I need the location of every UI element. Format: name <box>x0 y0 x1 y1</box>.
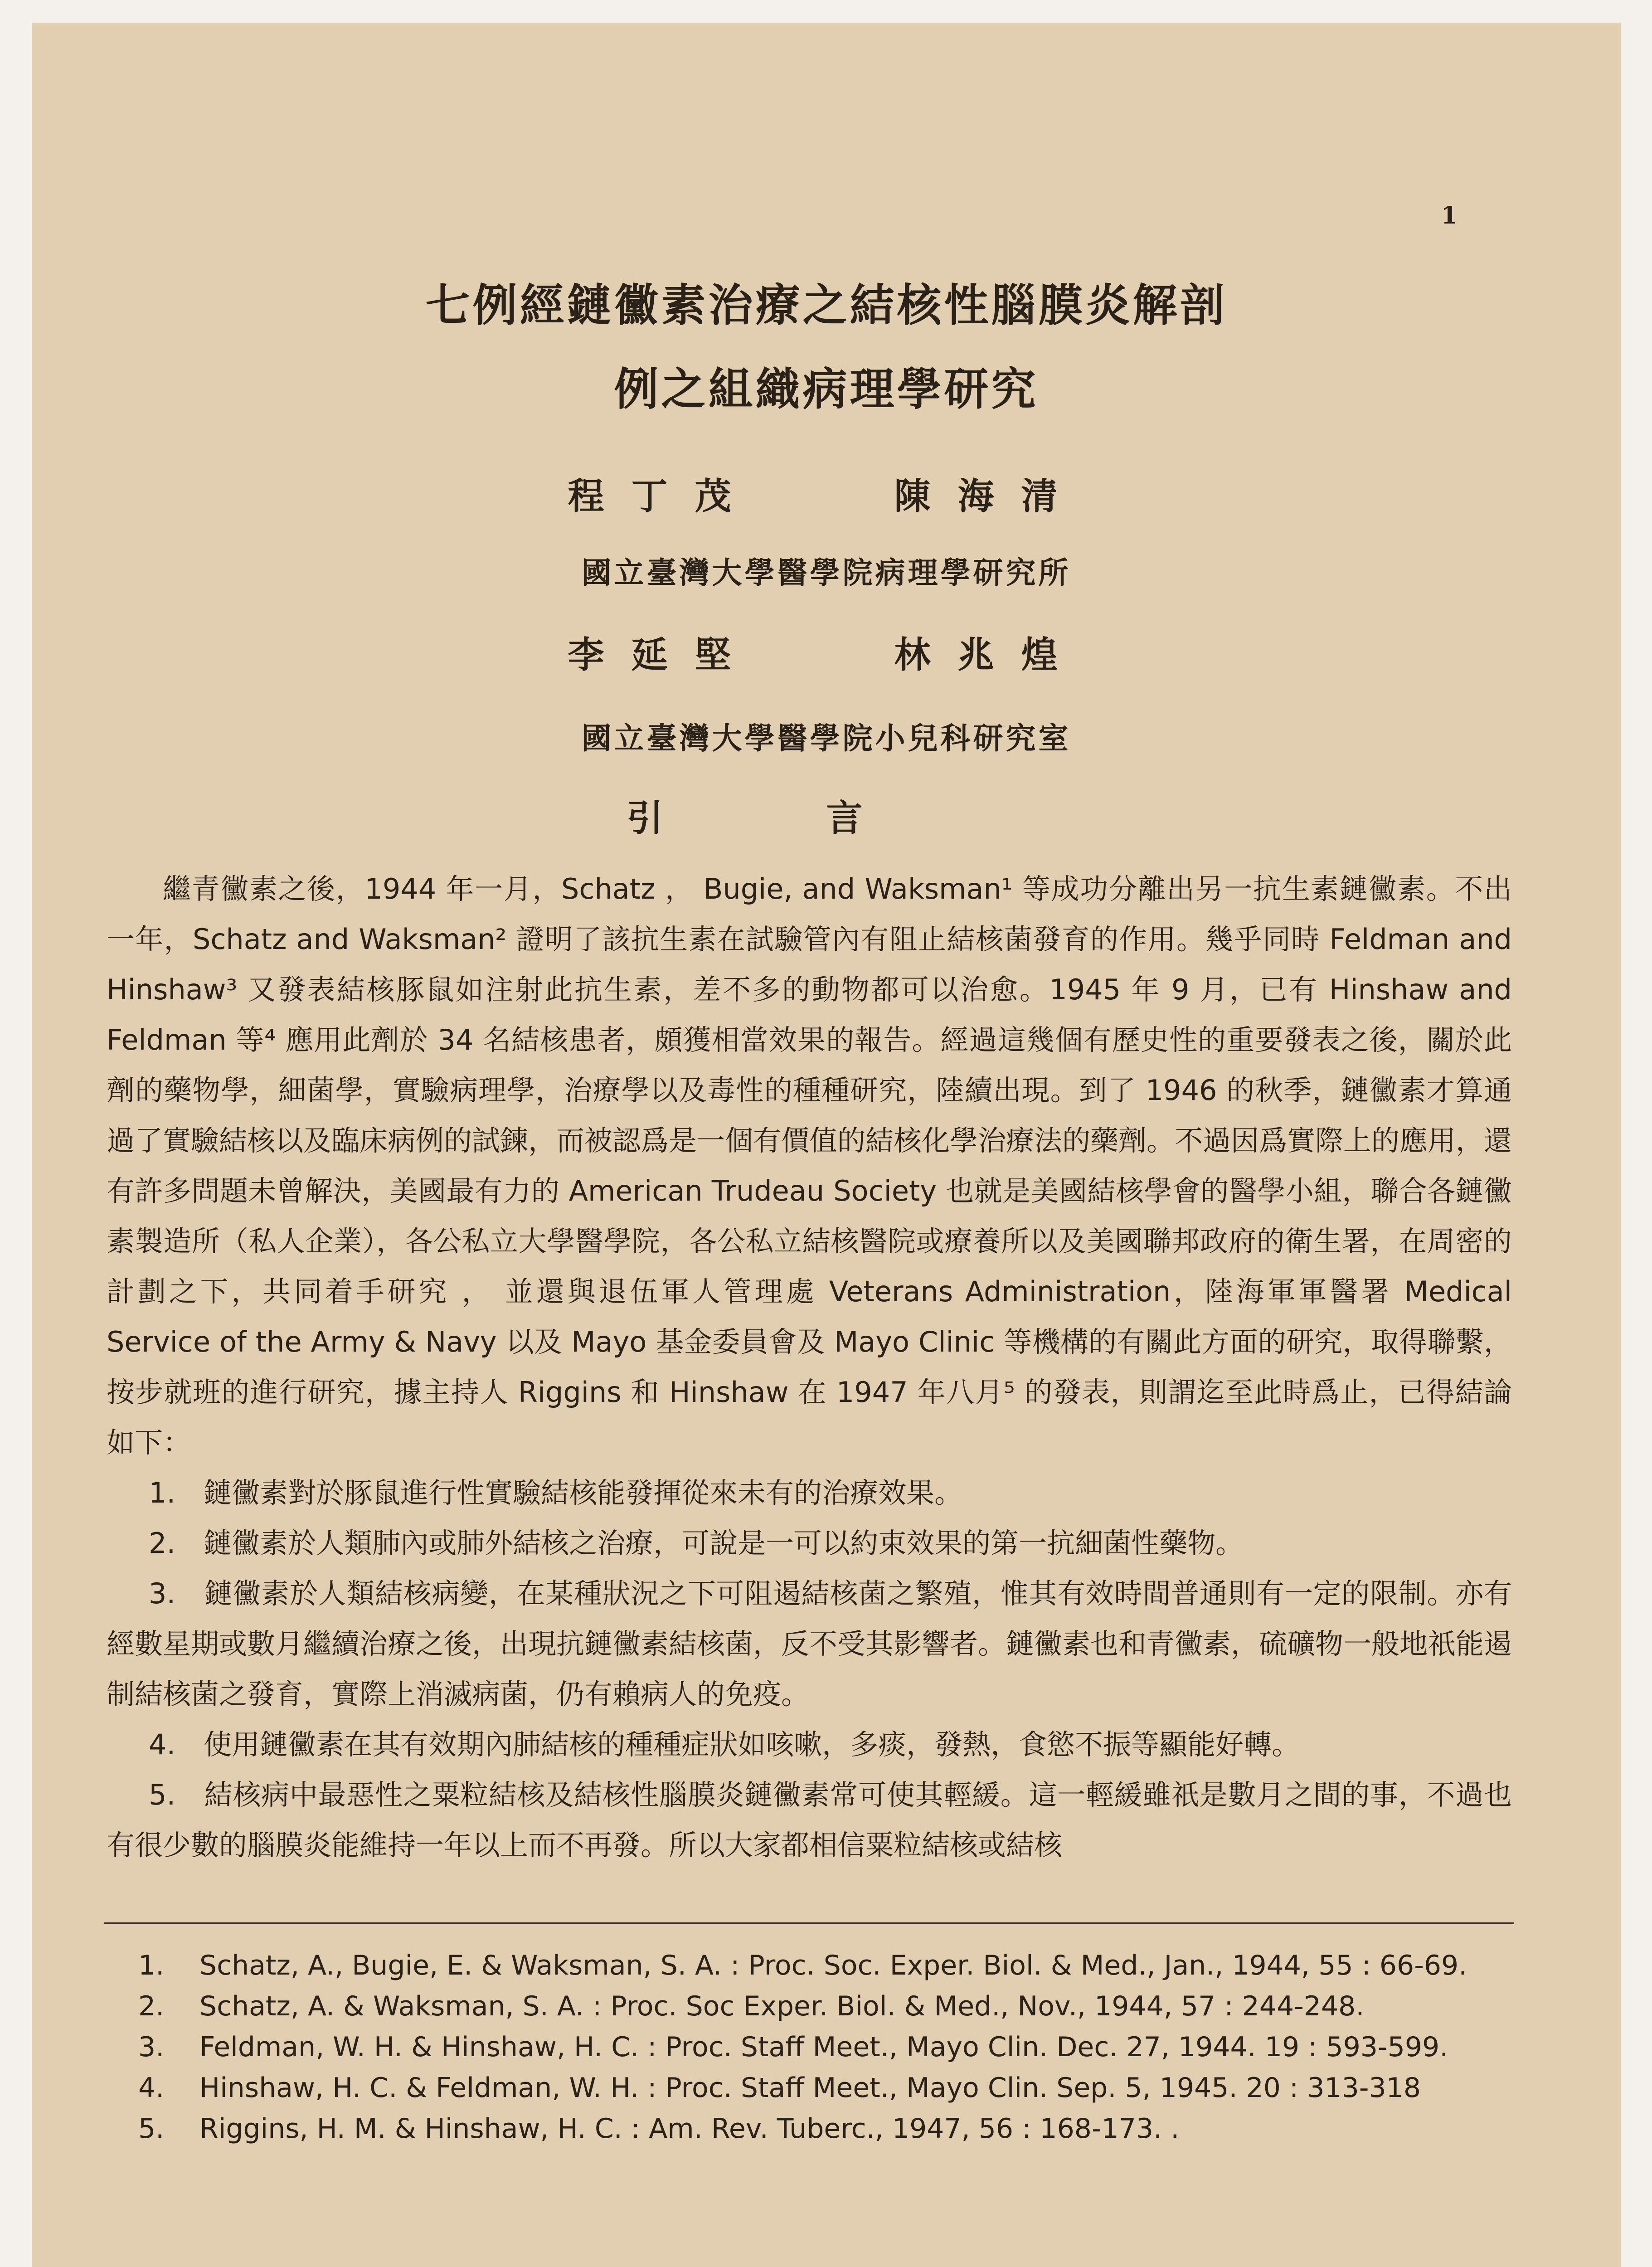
title-line-2: 例之組織病理學研究 <box>614 363 1039 415</box>
reference-number: 2. <box>138 1990 165 2022</box>
author-name: 李延堅 <box>568 633 758 676</box>
author-group-1 <box>32 467 1621 519</box>
reference-text: Feldman, W. H. & Hinshaw, H. C. : Proc. Staff Meet., Mayo Clin. Dec. 27, 1944. 19 : 593-599. <box>199 2031 1448 2063</box>
reference-item <box>138 2068 1512 2108</box>
conclusion-item: 1. 鏈黴素對於豚鼠進行性實驗結核能發揮從來未有的治療效果。 <box>149 1476 963 1509</box>
title-line-1: 七例經鏈黴素治療之結核性腦膜炎解剖 <box>425 279 1227 331</box>
conclusion-item: 2. 鏈黴素於人類肺內或肺外結核之治療，可說是一可以約束效果的第一抗細菌性藥物。 <box>149 1527 1244 1560</box>
intro-paragraph: 繼青黴素之後，1944 年一月，Schatz ， Bugie, and Waksman¹ 等成功分離出另一抗生素鏈黴素。不出一年，Schatz and Waksman² 證明了該抗生素在試驗管內有阻止結核菌發育的作用。幾乎同時 Feldman and Hinshaw³ 又發表結核豚鼠如注射此抗生素，差不多的動物都可以治愈。1945 年 9 月，已有 Hinshaw and Feldman 等⁴ 應用此劑於 34 名結核患者，頗獲相當效果的報告。經過這幾個有歷史性的重要發表之後，關於此劑的藥物學，細菌學，實驗病理學，治療學以及毒性的種種研究，陸續出現。到了 1946 的秋季，鏈黴素才算通過了實驗結核以及臨床病例的試鍊，而被認爲是一個有價值的結核化學治療法的藥劑。不過因爲實際上的應用，還有許多問題未曾解決，美國最有力的 American Trudeau Society 也就是美國結核學會的醫學小組，聯合各鏈黴素製造所（私人企業），各公私立大學醫學院，各公私立結核醫院或療養所以及美國聯邦政府的衛生署，在周密的計劃之下，共同着手研究 ， 並還與退伍軍人管理處 Veterans Administration，陸海軍軍醫署 Medical Service of the Army & Navy 以及 Mayo 基金委員會及 Mayo Clinic 等機構的有關此方面的研究，取得聯繫，按步就班的進行研究，據主持人 Riggins 和 Hinshaw 在 1947 年八月⁵ 的發表，則謂迄至此時爲止，已得結論如下： <box>107 872 1512 1459</box>
reference-item <box>138 1986 1512 2027</box>
document-page <box>32 23 1621 2267</box>
author-group-2 <box>32 626 1621 678</box>
section-heading: 引言 <box>627 797 1026 839</box>
conclusion-item: 3. 鏈黴素於人類結核病變，在某種狀況之下可阻遏結核菌之繁殖，惟其有效時間普通則有一定的限制。亦有經數星期或數月繼續治療之後，出現抗鏈黴素結核菌，反不受其影響者。鏈黴素也和青黴素，硫礦物一般地祇能遏制結核菌之發育，實際上消滅病菌，仍有賴病人的免疫。 <box>107 1577 1512 1711</box>
reference-text: Riggins, H. M. & Hinshaw, H. C. : Am. Rev. Tuberc., 1947, 56 : 168-173. . <box>199 2113 1180 2145</box>
author-name: 林兆煌 <box>894 633 1085 676</box>
footnote-divider <box>104 1922 1514 1924</box>
conclusion-item: 5. 結核病中最惡性之粟粒結核及結核性腦膜炎鏈黴素常可使其輕緩。這一輕緩雖祇是數月之間的事，不過也有很少數的腦膜炎能維持一年以上而不再發。所以大家都相信粟粒結核或結核 <box>107 1778 1512 1862</box>
reference-number: 5. <box>138 2113 165 2145</box>
author-name: 陳海清 <box>894 475 1085 517</box>
reference-item <box>138 1945 1512 1986</box>
reference-text: Schatz, A., Bugie, E. & Waksman, S. A. : Proc. Soc. Exper. Biol. & Med., Jan., 1944, 55 : 66-69. <box>199 1950 1467 1981</box>
reference-item <box>138 2108 1512 2149</box>
author-name: 程丁茂 <box>568 475 758 517</box>
reference-list <box>138 1945 1512 2149</box>
reference-number: 1. <box>138 1950 165 1981</box>
reference-number: 4. <box>138 2072 165 2104</box>
reference-number: 3. <box>138 2031 165 2063</box>
reference-text: Schatz, A. & Waksman, S. A. : Proc. Soc Exper. Biol. & Med., Nov., 1944, 57 : 244-248. <box>199 1990 1365 2022</box>
affiliation-1: 國立臺灣大學醫學院病理學研究所 <box>581 555 1071 590</box>
page-number: 1 <box>1441 202 1458 229</box>
reference-text: Hinshaw, H. C. & Feldman, W. H. : Proc. Staff Meet., Mayo Clin. Sep. 5, 1945. 20 : 313-318 <box>199 2072 1421 2104</box>
affiliation-2: 國立臺灣大學醫學院小兒科研究室 <box>581 720 1071 756</box>
reference-item <box>138 2027 1512 2068</box>
conclusion-item: 4. 使用鏈黴素在其有效期內肺結核的種種症狀如咳嗽，多痰，發熱，食慾不振等顯能好轉。 <box>149 1728 1300 1761</box>
body-text <box>107 864 1512 1870</box>
